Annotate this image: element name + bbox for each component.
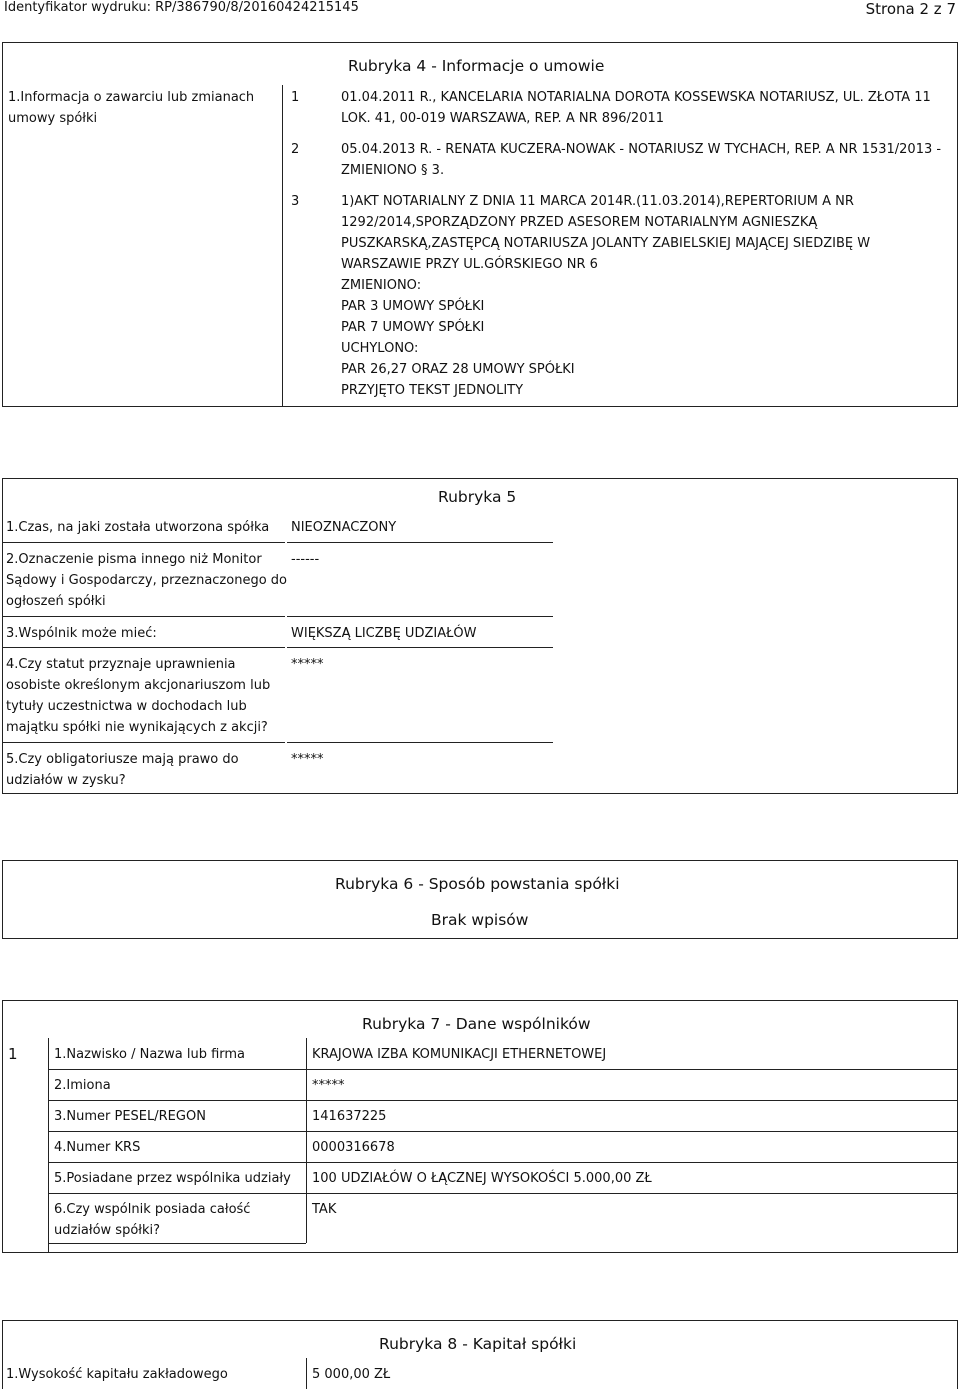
section-5-title: Rubryka 5 bbox=[438, 488, 517, 506]
entry-text: PAR 7 UMOWY SPÓŁKI bbox=[341, 320, 485, 335]
field-value: 141637225 bbox=[312, 1109, 387, 1124]
field-label: udziałów w zysku? bbox=[6, 773, 126, 788]
entry-number: 2 bbox=[291, 142, 300, 157]
field-value: 100 UDZIAŁÓW O ŁĄCZNEJ WYSOKOŚCI 5.000,00 ZŁ bbox=[312, 1171, 652, 1186]
row-divider bbox=[287, 742, 553, 743]
row-divider bbox=[287, 647, 553, 648]
field-label: 1.Czas, na jaki została utworzona spółka bbox=[6, 520, 270, 535]
field-label: 5.Czy obligatoriusze mają prawo do bbox=[6, 752, 239, 767]
entry-text: PRZYJĘTO TEKST JEDNOLITY bbox=[341, 383, 524, 398]
field-value: TAK bbox=[312, 1202, 337, 1217]
entry-text: ZMIENIONO: bbox=[341, 278, 422, 293]
section-8-title: Rubryka 8 - Kapitał spółki bbox=[379, 1335, 577, 1353]
row-divider bbox=[2, 742, 285, 743]
field-value: 0000316678 bbox=[312, 1140, 395, 1155]
row-divider bbox=[287, 616, 553, 617]
section-7-title: Rubryka 7 - Dane wspólników bbox=[362, 1015, 591, 1033]
field-label: 4.Numer KRS bbox=[54, 1140, 141, 1155]
field-value: 5 000,00 ZŁ bbox=[312, 1367, 391, 1382]
entry-text: 01.04.2011 R., KANCELARIA NOTARIALNA DOROTA KOSSEWSKA NOTARIUSZ, UL. ZŁOTA 11 bbox=[341, 90, 931, 105]
entry-text: 05.04.2013 R. - RENATA KUCZERA-NOWAK - NOTARIUSZ W TYCHACH, REP. A NR 1531/2013 - bbox=[341, 142, 942, 157]
no-entries-text: Brak wpisów bbox=[431, 911, 529, 929]
field-label: 3.Numer PESEL/REGON bbox=[54, 1109, 206, 1124]
entry-number: 1 bbox=[291, 90, 300, 105]
row-divider bbox=[48, 1193, 958, 1194]
field-value: WIĘKSZĄ LICZBĘ UDZIAŁÓW bbox=[291, 626, 477, 641]
row-divider bbox=[2, 647, 285, 648]
entry-text: PUSZKARSKĄ,ZASTĘPCĄ NOTARIUSZA JOLANTY ZABIELSKIEJ MAJĄCEJ SIEDZIBĘ W bbox=[341, 236, 871, 251]
row-divider bbox=[48, 1243, 306, 1244]
field-label: 2.Imiona bbox=[54, 1078, 111, 1093]
field-label: 2.Oznaczenie pisma innego niż Monitor bbox=[6, 552, 262, 567]
field-value: ***** bbox=[291, 752, 324, 767]
section-8-col-divider bbox=[306, 1358, 307, 1389]
entry-text: PAR 26,27 ORAZ 28 UMOWY SPÓŁKI bbox=[341, 362, 575, 377]
field-label: 1.Wysokość kapitału zakładowego bbox=[6, 1367, 228, 1382]
field-label: 4.Czy statut przyznaje uprawnienia bbox=[6, 657, 236, 672]
section-7-num-divider bbox=[48, 1038, 49, 1253]
entry-text: ZMIENIONO § 3. bbox=[341, 163, 445, 178]
section-4-divider bbox=[282, 85, 283, 407]
field-value: KRAJOWA IZBA KOMUNIKACJI ETHERNETOWEJ bbox=[312, 1047, 607, 1062]
entry-text: WARSZAWIE PRZY UL.GÓRSKIEGO NR 6 bbox=[341, 257, 598, 272]
section-4-title: Rubryka 4 - Informacje o umowie bbox=[348, 57, 605, 75]
row-divider bbox=[48, 1162, 958, 1163]
entry-text: 1)AKT NOTARIALNY Z DNIA 11 MARCA 2014R.(11.03.2014),REPERTORIUM A NR bbox=[341, 194, 854, 209]
field-label: majątku spółki nie wynikających z akcji? bbox=[6, 720, 268, 735]
entry-text: 1292/2014,SPORZĄDZONY PRZED ASESOREM NOTARIALNYM AGNIESZKĄ bbox=[341, 215, 818, 230]
entry-text: UCHYLONO: bbox=[341, 341, 419, 356]
field-label: udziałów spółki? bbox=[54, 1223, 161, 1238]
section-4-label-line2: umowy spółki bbox=[8, 111, 98, 126]
field-label: 1.Nazwisko / Nazwa lub firma bbox=[54, 1047, 246, 1062]
entry-number: 3 bbox=[291, 194, 300, 209]
section-4-label: 1.Informacja o zawarciu lub zmianach bbox=[8, 90, 255, 105]
field-label: ogłoszeń spółki bbox=[6, 594, 106, 609]
field-label: 3.Wspólnik może mieć: bbox=[6, 626, 157, 641]
row-divider bbox=[287, 542, 553, 543]
field-value: NIEOZNACZONY bbox=[291, 520, 397, 535]
field-label: osobiste określonym akcjonariuszom lub bbox=[6, 678, 271, 693]
entry-text: LOK. 41, 00-019 WARSZAWA, REP. A NR 896/2011 bbox=[341, 111, 665, 126]
row-divider bbox=[48, 1131, 958, 1132]
field-label: Sądowy i Gospodarczy, przeznaczonego do bbox=[6, 573, 287, 588]
field-value: ***** bbox=[291, 657, 324, 672]
field-label: tytuły uczestnictwa w dochodach lub bbox=[6, 699, 247, 714]
page-number: Strona 2 z 7 bbox=[865, 0, 956, 18]
field-label: 6.Czy wspólnik posiada całość bbox=[54, 1202, 251, 1217]
shareholder-number: 1 bbox=[8, 1045, 18, 1063]
row-divider bbox=[48, 1069, 958, 1070]
print-identifier: Identyfikator wydruku: RP/386790/8/20160424215145 bbox=[4, 0, 359, 15]
field-value: ***** bbox=[312, 1078, 345, 1093]
row-divider bbox=[2, 542, 285, 543]
entry-text: PAR 3 UMOWY SPÓŁKI bbox=[341, 299, 485, 314]
field-value: ------ bbox=[291, 552, 320, 567]
section-6-title: Rubryka 6 - Sposób powstania spółki bbox=[335, 875, 620, 893]
row-divider bbox=[48, 1100, 958, 1101]
field-label: 5.Posiadane przez wspólnika udziały bbox=[54, 1171, 291, 1186]
row-divider bbox=[2, 616, 285, 617]
